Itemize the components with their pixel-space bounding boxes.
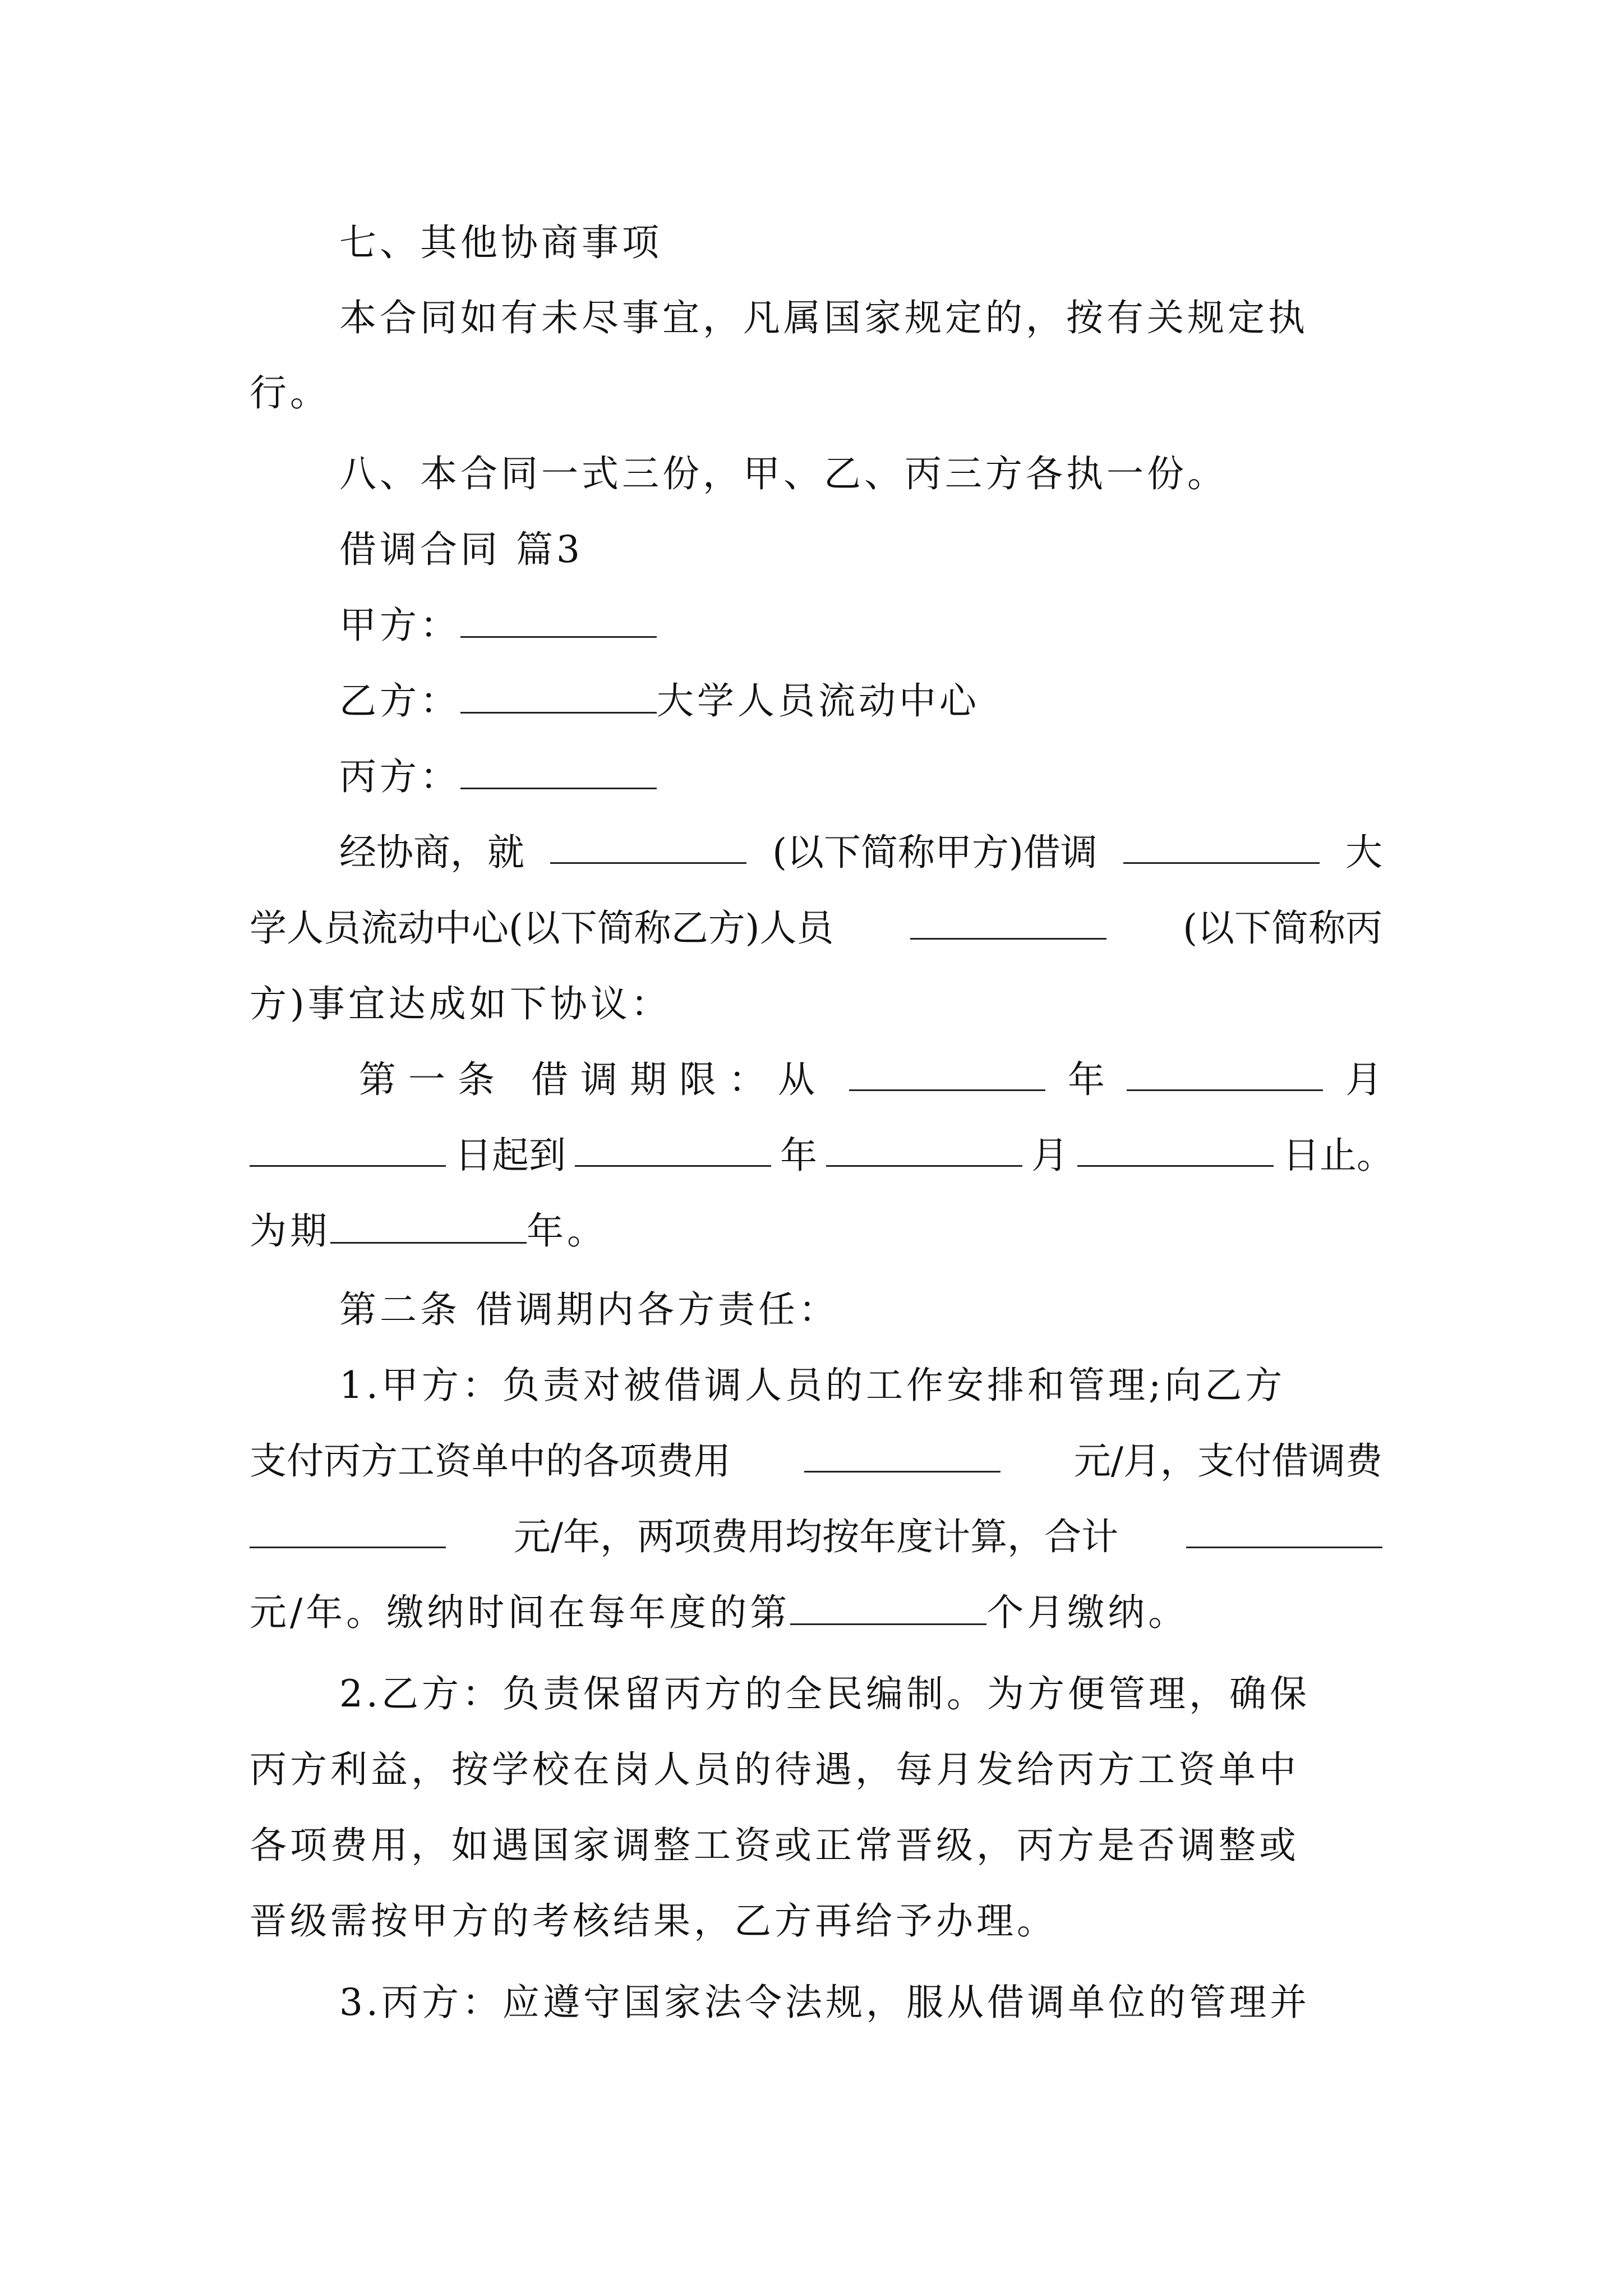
text-segment: 元/月，支付借调费 [1073,1439,1382,1483]
blank-field [1077,1130,1274,1167]
paragraph-line [250,1436,1382,1487]
text-segment: 年 [1067,1058,1105,1101]
paragraph-line: 丙方利益，按学校在岗人员的待遇，每月发给丙方工资单中 [250,1748,1299,1791]
paragraph-line: 1.甲方：负责对被借调人员的工作安排和管理;向乙方 [339,1364,1286,1407]
section-heading-7: 七、其他协商事项 [339,221,662,264]
blank-field [575,1130,771,1167]
text-segment: 大 [1345,831,1382,874]
paragraph-line [250,903,1382,954]
article-2-heading: 第二条 借调期内各方责任： [339,1288,839,1331]
text-segment: 元/年。缴纳时间在每年度的第 [250,1591,791,1634]
blank-field [250,1130,446,1167]
blank-field [804,1436,1000,1473]
paragraph-line: 行。 [250,371,330,415]
text-segment: 年 [780,1134,817,1177]
blank-field [1186,1512,1382,1548]
blank-field [550,827,746,864]
paragraph-line: 3.丙方：应遵守国家法令法规，服从借调单位的管理并 [339,1981,1310,2024]
text-segment: 个月缴纳。 [986,1591,1189,1634]
text-segment: 日止。 [1283,1134,1394,1177]
blank-field [849,1055,1045,1091]
blank-field [910,903,1106,940]
text-segment: 月 [1345,1058,1382,1101]
text-segment: 年。 [527,1209,607,1253]
blank-field [826,1130,1022,1167]
text-segment: 经协商，就 [339,831,524,874]
paragraph-line: 各项费用，如遇国家调整工资或正常晋级，丙方是否调整或 [250,1824,1299,1867]
contract-title: 借调合同 篇3 [339,528,583,571]
party-b-line [339,676,1382,726]
text-segment: 为期 [250,1209,330,1253]
blank-field [460,601,657,638]
paragraph-line [339,827,1382,878]
paragraph-line [250,1130,1394,1181]
party-a-label: 甲方： [339,604,460,647]
blank-field [460,677,657,714]
paragraph-line [250,1206,1382,1257]
paragraph-line: 2.乙方：负责保留丙方的全民编制。为方便管理，确保 [339,1672,1310,1715]
paragraph-line: 本合同如有未尽事宜，凡属国家规定的，按有关规定执 [339,296,1308,339]
party-c-line [339,752,1382,802]
paragraph-line: 晋级需按甲方的考核结果，乙方再给予办理。 [250,1899,1057,1943]
blank-field [1127,1055,1323,1091]
party-a-line [339,600,1382,651]
party-b-label: 乙方： [339,679,460,723]
blank-field [250,1512,446,1548]
party-c-label: 丙方： [339,755,460,798]
blank-field [330,1207,527,1244]
blank-field [460,753,657,789]
text-segment: 日起到 [455,1134,566,1177]
text-segment: 第一条 借调期限：从 [359,1058,827,1101]
blank-field [1123,827,1320,864]
paragraph-line [250,1588,1382,1638]
article-1-line [359,1055,1382,1105]
text-segment: 元/年，两项费用均按年度计算，合计 [513,1515,1119,1558]
paragraph-line [250,1512,1382,1562]
party-b-name: 大学人员流动中心 [657,679,980,723]
text-segment: 学人员流动中心(以下简称乙方)人员 [250,907,834,950]
text-segment: 支付丙方工资单中的各项费用 [250,1439,731,1483]
text-segment: (以下简称丙 [1183,907,1382,950]
text-segment: (以下简称甲方)借调 [772,831,1098,874]
text-segment: 月 [1031,1134,1068,1177]
blank-field [790,1589,986,1625]
section-heading-8: 八、本合同一式三份，甲、乙、丙三方各执一份。 [339,452,1228,495]
paragraph-line: 方)事宜达成如下协议： [250,982,671,1025]
